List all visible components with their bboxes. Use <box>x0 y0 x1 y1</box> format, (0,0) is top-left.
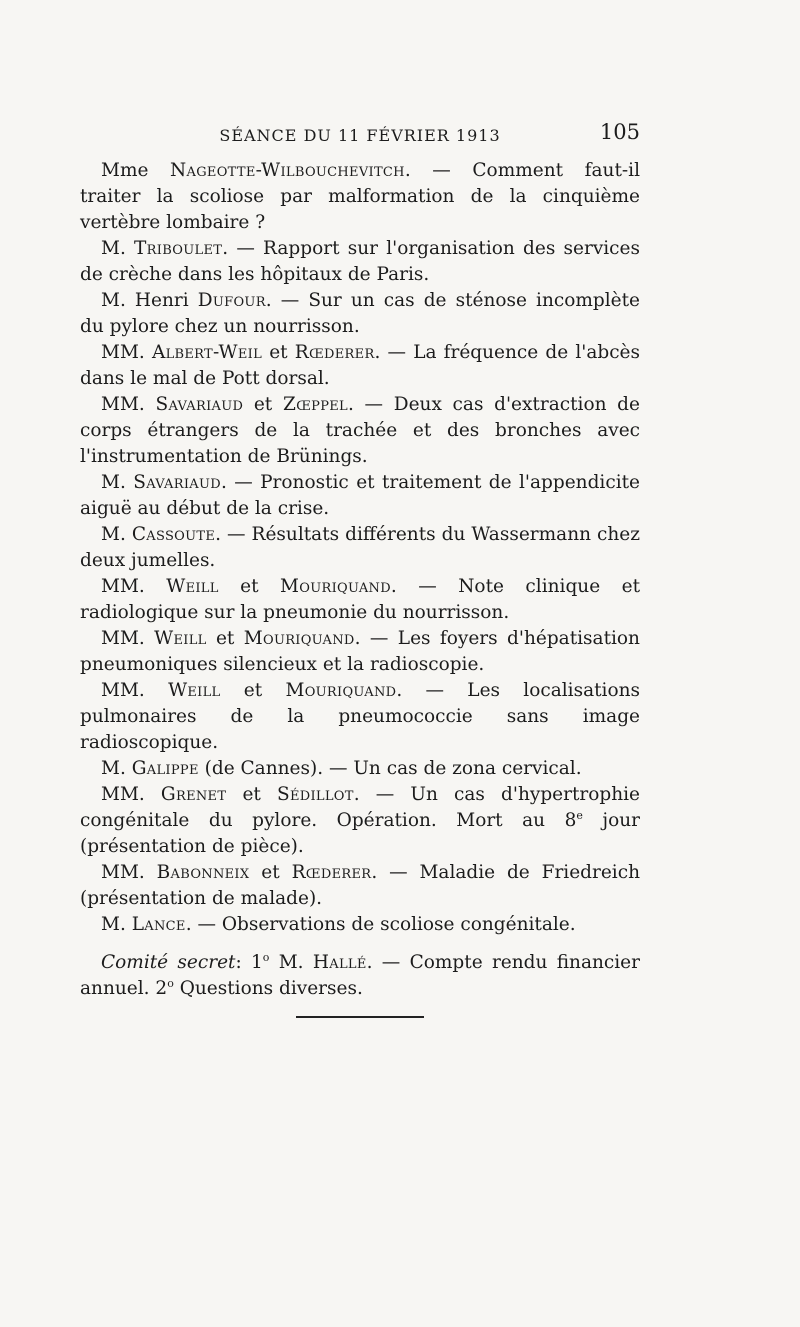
entry-text: . — Comment faut-il traiter la scoliose par malformation de la cinquième vertèbre lombaire ? <box>80 160 640 233</box>
ordinal-superscript: o <box>262 950 270 964</box>
session-agenda <box>80 158 640 1002</box>
entry-coauthor: Zœppel <box>282 394 348 415</box>
entry-title: M. <box>278 952 304 973</box>
end-rule <box>296 1016 424 1018</box>
agenda-entry <box>80 756 640 782</box>
page-number: 105 <box>599 120 640 144</box>
agenda-entry <box>80 574 640 626</box>
entry-title: M. <box>101 524 126 545</box>
agenda-entry <box>80 782 640 860</box>
entry-text-continued: jour (présentation de pièce). <box>80 810 640 857</box>
entry-coauthor: Sédillot <box>277 784 354 805</box>
agenda-entry <box>80 912 640 938</box>
agenda-entry <box>80 158 640 236</box>
entry-author: Grenet <box>160 784 227 805</box>
entry-author: Weill <box>166 576 219 597</box>
ordinal-superscript: o <box>167 976 174 990</box>
entry-text: . — Les foyers d'hépatisation pneumoniques silencieux et la radioscopie. <box>80 628 640 675</box>
entry-coauthor: Mouriquand <box>285 680 397 701</box>
agenda-entry <box>80 678 640 756</box>
running-head <box>80 120 640 150</box>
entry-connector: et <box>240 576 259 597</box>
agenda-entry <box>80 626 640 678</box>
agenda-entry <box>80 860 640 912</box>
agenda-entry <box>80 392 640 470</box>
agenda-entry <box>80 236 640 288</box>
agenda-entry <box>80 288 640 340</box>
entry-author: Albert-Weil <box>151 342 263 363</box>
entry-title: MM. <box>101 784 145 805</box>
running-title: SÉANCE DU 11 FÉVRIER 1913 <box>219 126 501 145</box>
entry-coauthor: Mouriquand <box>280 576 391 597</box>
entry-text: . — Les localisations pulmonaires de la pneumococcie sans image radioscopique. <box>80 680 641 753</box>
entry-coauthor: Mouriquand <box>243 628 355 649</box>
agenda-entry <box>80 522 640 574</box>
entry-text: (de Cannes). — Un cas de zona cervical. <box>198 758 582 779</box>
entry-author: Galippe <box>131 758 199 779</box>
entry-text: . — Maladie de Friedreich (présentation de malade). <box>80 862 640 909</box>
entry-author: Nageotte-Wilbouchevitch <box>170 160 405 181</box>
entry-text: . — La fréquence de l'abcès dans le mal de Pott dorsal. <box>80 342 640 389</box>
entry-connector: et <box>243 680 263 701</box>
entry-author: Dufour <box>197 290 266 311</box>
item-number: 2 <box>155 978 168 999</box>
entry-text: . — Note clinique et radiologique sur la pneumonie du nourrisson. <box>80 576 641 623</box>
entry-text: . — Observations de scoliose congénitale. <box>185 914 576 935</box>
entry-text: . — Pronostic et traitement de l'appendicite aiguë au début de la crise. <box>80 472 640 519</box>
entry-author: Hallé <box>312 952 367 973</box>
entry-title: MM. <box>101 680 145 701</box>
entry-text: Questions diverses. <box>179 978 363 999</box>
entry-text: . — Deux cas d'extraction de corps étrangers de la trachée et des bronches avec l'instrumentation de Brünings. <box>80 394 640 467</box>
entry-title: MM. <box>101 862 145 883</box>
entry-title: M. <box>101 758 126 779</box>
entry-text: . — Rapport sur l'organisation des services de crèche dans les hôpitaux de Paris. <box>80 238 640 285</box>
entry-title: Mme <box>101 160 149 181</box>
ordinal-superscript: e <box>576 808 583 822</box>
entry-title: M. <box>101 238 126 259</box>
entry-connector: et <box>261 862 280 883</box>
entry-title: MM. <box>101 576 145 597</box>
entry-author: Lance <box>131 914 186 935</box>
entry-text: . — Sur un cas de sténose incomplète du pylore chez un nourrisson. <box>80 290 640 337</box>
agenda-entry <box>80 340 640 392</box>
entry-text: . — Compte rendu financier annuel. <box>80 952 640 999</box>
entry-text: . — Résultats différents du Wassermann chez deux jumelles. <box>80 524 640 571</box>
entry-author: Savariaud <box>155 394 244 415</box>
item-number: 1 <box>251 952 263 973</box>
entry-author: Cassoute <box>131 524 216 545</box>
entry-title: MM. <box>101 394 145 415</box>
entry-title: M. <box>101 472 126 493</box>
entry-text: . — Un cas d'hypertrophie congénitale du pylore. Opération. Mort au 8 <box>80 784 640 831</box>
entry-connector: et <box>253 394 273 415</box>
entry-connector: et <box>215 628 235 649</box>
entry-title: M. <box>101 914 126 935</box>
entry-author: Weill <box>168 680 221 701</box>
comite-secret-label: Comité secret <box>101 952 236 973</box>
entry-author: Savariaud <box>133 472 221 493</box>
comite-secret: Comité secret: 1$^o$ M. Hallé. — Compte rendu financier annuel. 2$^o$ Questions diverses. <box>80 950 640 999</box>
entry-author: Triboulet <box>134 238 223 259</box>
entry-title: M. Henri <box>101 290 189 311</box>
entry-coauthor: Rœderer <box>294 342 375 363</box>
entry-connector: et <box>269 342 288 363</box>
entry-author: Babonneix <box>156 862 250 883</box>
entry-author: Weill <box>154 628 207 649</box>
entry-connector: et <box>242 784 261 805</box>
entry-coauthor: Rœderer <box>291 862 372 883</box>
agenda-entry <box>80 470 640 522</box>
entry-title: MM. <box>101 628 145 649</box>
entry-title: MM. <box>101 342 145 363</box>
